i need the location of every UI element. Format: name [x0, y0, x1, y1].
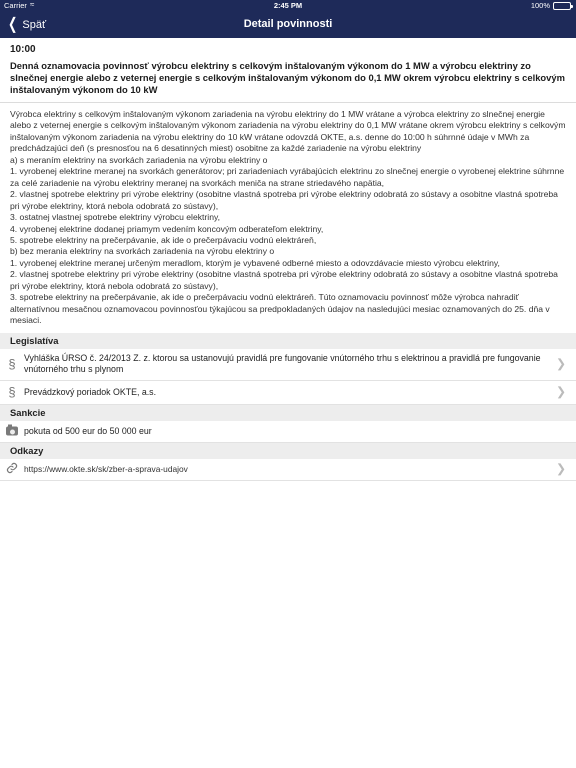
- chevron-right-icon: ❯: [555, 356, 566, 371]
- duty-title: Denná oznamovacia povinnosť výrobcu elektriny s celkovým inštalovaným výkonom do 1 MW a výrobcu elektriny zo slnečnej energie alebo z veternej energie s celkovým inštalovaným výkonom do 0,1 MW okrem výrobcu elektriny s celkovým inštalovaným výkonom do 10 kW: [10, 60, 565, 95]
- status-clock: 2:45 PM: [273, 1, 303, 10]
- duty-header: [0, 38, 576, 103]
- link-icon: [6, 462, 18, 476]
- status-bar: [0, 0, 576, 12]
- page-title: Detail povinnosti: [243, 18, 333, 30]
- sanction-text: pokuta od 500 eur do 50 000 eur: [24, 425, 152, 436]
- navigation-bar: [0, 12, 576, 38]
- section-header-legislation: Legislatíva: [0, 333, 576, 349]
- camera-icon: [6, 427, 18, 436]
- duty-description: Výrobca elektriny s celkovým inštalovaným výkonom zariadenia na výrobu elektriny do 1 MW vrátane a výrobca elektriny zo slnečnej energie alebo z veternej energie s celkovým inštalovaným výkonom zariadenia na výrobu elektriny do 0,1 MW vrátane okrem výrobcu elektriny s celkovým inštalovaným výkonom zariadenia na výrobu elektriny do 10 kW vrátane odovzdá OKTE, a.s. denne do 10:00 h súhrnné údaje v MWh za predchádzajúci deň (s presnosťou na 6 desatinných miest) osobitne za každé zariadenie na výrobu elektriny a) s meraním elektriny na svorkách zariadenia na výrobu elektriny o 1. vyrobenej elektrine meranej na svorkách generátorov; pri zariadeniach vyrábajúcich elektrinu zo slnečnej energie o vyrobenej elektrine súhrnne za celé zariadenie na výrobu elektriny meranej na svorkách meniča na strane striedavého napätia, 2. vlastnej spotrebe elektriny pri výrobe elektriny (osobitne vlastná spotreba pri výrobe elektriny odobratá zo sústavy a osobitne vlastná spotreba pri výrobe elektriny, ktorá nebola odobratá zo sústavy), 3. ostatnej vlastnej spotrebe elektriny výrobcu elektriny, 4. vyrobenej elektrine dodanej priamym vedením koncovým odberateľom elektriny, 5. spotrebe elektriny na prečerpávanie, ak ide o prečerpávaciu vodnú elektráreň, b) bez merania elektriny na svorkách zariadenia na výrobu elektriny o 1. vyrobenej elektrine meranej určeným meradlom, ktorým je vybavené odberné miesto a odovzdávacie miesto výrobcu elektriny, 2. vlastnej spotrebe elektriny pri výrobe elektriny (osobitne vlastná spotreba pri výrobe elektriny odobratá zo sústavy a osobitne vlastná spotreba pri výrobe elektriny, ktorá nebola odobratá zo sústavy), 3. spotrebe elektriny na prečerpávanie, ak ide o prečerpávaciu vodnú elektráreň. Túto oznamovaciu povinnosť môže výrobca nahradiť alternatívnou mesačnou oznamovacou povinnosťou týkajúcou sa predpokladaných údajov na nasledujúci mesiac oznamovaných do 25. dňa v mesiaci.: [10, 109, 566, 326]
- link-item[interactable]: [0, 459, 576, 481]
- duty-time: 10:00: [10, 44, 36, 55]
- chevron-right-icon: ❯: [555, 384, 566, 399]
- legislation-item-label: Prevádzkový poriadok OKTE, a.s.: [24, 386, 157, 397]
- back-button-label: Späť: [22, 19, 47, 31]
- legislation-item[interactable]: [0, 349, 576, 381]
- carrier-label: Carrier: [4, 1, 27, 10]
- chevron-left-icon: ❮: [8, 16, 18, 33]
- sanction-item: [0, 421, 576, 443]
- legislation-item[interactable]: [0, 381, 576, 405]
- section-header-sanctions: Sankcie: [0, 405, 576, 421]
- link-url: https://www.okte.sk/sk/zber-a-sprava-udajov: [24, 463, 188, 474]
- battery-icon: [553, 2, 571, 10]
- paragraph-icon: §: [8, 384, 16, 400]
- wifi-icon: ≈: [30, 0, 35, 9]
- chevron-right-icon: ❯: [555, 461, 566, 476]
- detail-content[interactable]: [0, 38, 576, 481]
- battery-percentage: 100%: [530, 1, 550, 10]
- paragraph-icon: §: [8, 356, 16, 372]
- legislation-item-label: Vyhláška ÚRSO č. 24/2013 Z. z. ktorou sa ustanovujú pravidlá pre fungovanie vnútorného trhu s elektrinou a pravidlá pre fungovanie vnútorného trhu s plynom: [24, 353, 541, 375]
- section-header-links: Odkazy: [0, 443, 576, 459]
